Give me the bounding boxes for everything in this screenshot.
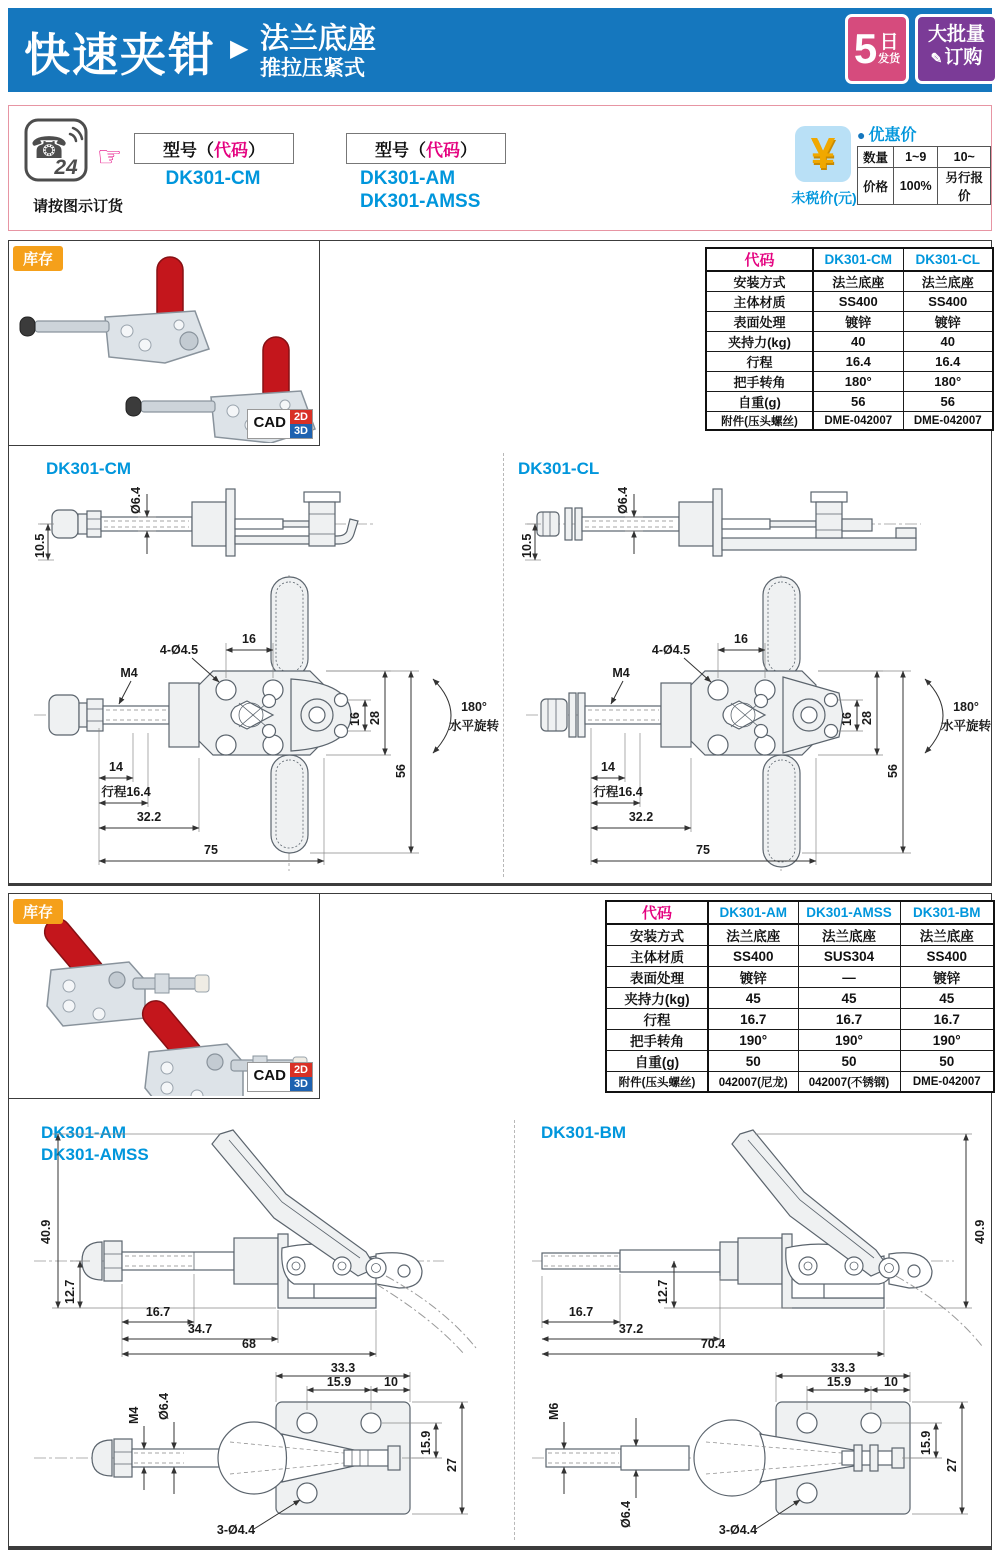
dim-label: 75 (204, 843, 218, 857)
dim-label: 12.7 (656, 1279, 670, 1304)
price-cell: 另行报价 (938, 168, 991, 205)
yen-price-icon (795, 126, 851, 182)
spec-cell: 行程 (606, 1009, 708, 1030)
cad-badge (247, 409, 313, 439)
spec-cell: 把手转角 (706, 372, 813, 392)
spec-cell: 50 (900, 1051, 994, 1072)
spec-cell: 042007(不锈钢) (798, 1072, 900, 1093)
spec-cell: 16.4 (813, 352, 903, 372)
pointing-hand-icon: ☞ (97, 141, 123, 172)
dim-label: M6 (547, 1402, 561, 1420)
spec-cell: 镀锌 (903, 312, 993, 332)
shipping-unit: 日 (879, 32, 899, 54)
price-cell: 100% (893, 168, 938, 205)
dim-label: 14 (109, 760, 123, 774)
drawing-label-cm: DK301-CM (46, 459, 132, 478)
spec-cell: 16.7 (708, 1009, 798, 1030)
spec-cell: 自重(g) (706, 392, 813, 412)
dim-label: 16 (840, 712, 854, 726)
spec-cell: — (798, 967, 900, 988)
bulk-order-badge (915, 14, 998, 84)
dim-label: 4-Ø4.5 (159, 643, 199, 657)
table-row (606, 946, 994, 967)
model-list-1 (134, 167, 292, 190)
model-label-code: 代码 (426, 141, 460, 160)
product-photo-box-2 (8, 893, 320, 1099)
table-row (606, 901, 994, 924)
dim-label: 34.7 (187, 1322, 213, 1336)
dim-label: 10 (884, 1375, 898, 1389)
cad-label: CAD (253, 1067, 286, 1084)
spec-cell: 16.7 (900, 1009, 994, 1030)
spec-cell: 法兰底座 (903, 271, 993, 292)
spec-cell: 56 (813, 392, 903, 412)
model-label: ） (248, 141, 265, 160)
dim-label: 40.9 (973, 1219, 987, 1244)
spec-cell: 把手转角 (606, 1030, 708, 1051)
table-row (606, 988, 994, 1009)
model-code: DK301-AM (360, 168, 456, 189)
spec-cell: 夹持力(kg) (706, 332, 813, 352)
spec-cell: 镀锌 (708, 967, 798, 988)
drawing-label-bm: DK301-BM (541, 1123, 627, 1142)
dim-label: 16.7 (568, 1305, 594, 1319)
spec-cell: 190° (798, 1030, 900, 1051)
spec-cell: 行程 (706, 352, 813, 372)
phone-receiver-icon: ☎ (30, 132, 68, 165)
dim-label: 28 (368, 711, 382, 725)
model-label: 型号（ (163, 141, 214, 160)
spec-cell: 180° (903, 372, 993, 392)
dim-label: 15.9 (326, 1375, 352, 1389)
spec-cell: 56 (903, 392, 993, 412)
bulk-badge-line1: 大批量 (927, 24, 985, 45)
dim-label: 行程16.4 (101, 785, 151, 799)
model-label-code: 代码 (214, 141, 248, 160)
drawing-label-cl: DK301-CL (518, 459, 600, 478)
dim-label: 32.2 (628, 810, 654, 824)
category-title: 法兰底座 (260, 23, 377, 55)
spec-cell: 自重(g) (606, 1051, 708, 1072)
stock-badge: 库存 (13, 899, 63, 924)
table-row (706, 392, 993, 412)
table-row (858, 147, 991, 168)
spec-cell: 190° (708, 1030, 798, 1051)
spec-cell: 安装方式 (706, 271, 813, 292)
subcategory-title: 推拉压紧式 (260, 57, 365, 80)
spec-table-am-amss-bm (605, 900, 995, 1093)
dim-label: 32.2 (136, 810, 162, 824)
model-code: DK301-CM (165, 168, 261, 189)
stock-badge: 库存 (13, 246, 63, 271)
table-row (706, 271, 993, 292)
spec-cell: SS400 (708, 946, 798, 967)
dim-label: 水平旋转 (940, 719, 992, 733)
drawing-dk301-bm-side (524, 1126, 994, 1358)
spec-cell: 45 (798, 988, 900, 1009)
dim-label: 3-Ø4.4 (216, 1523, 256, 1537)
cad-badge (247, 1062, 313, 1092)
dim-label: 16 (734, 632, 748, 646)
spec-cell: DME-042007 (903, 412, 993, 431)
discount-price-label (857, 122, 916, 145)
dim-label: M4 (612, 666, 630, 680)
spec-cell: 附件(压头螺丝) (606, 1072, 708, 1093)
spec-header-model: DK301-BM (900, 901, 994, 924)
spec-cell: 180° (813, 372, 903, 392)
dim-label: 水平旋转 (448, 719, 500, 733)
spec-cell: 042007(尼龙) (708, 1072, 798, 1093)
bulk-badge-line2: 订购 (944, 46, 983, 68)
table-row (706, 332, 993, 352)
yen-symbol: ¥ (810, 129, 836, 178)
price-cell: 10~ (938, 147, 991, 168)
model-code: DK301-AMSS (41, 1145, 149, 1164)
shipping-days: 5 (853, 25, 878, 72)
phone-24h-icon (24, 118, 92, 186)
dim-label: 16 (242, 632, 256, 646)
table-row (606, 1030, 994, 1051)
model-label: ） (460, 141, 477, 160)
order-note: 请按图示订货 (32, 198, 123, 215)
drawing-dk301-am-side (24, 1126, 494, 1358)
price-cell: 1~9 (893, 147, 938, 168)
table-row (606, 1051, 994, 1072)
spec-table-cm-cl (705, 247, 994, 431)
dim-label: 56 (886, 764, 900, 778)
spec-cell: 40 (903, 332, 993, 352)
spec-cell: 50 (798, 1051, 900, 1072)
spec-cell: 法兰底座 (798, 924, 900, 946)
dim-label: 4-Ø4.5 (651, 643, 691, 657)
table-row (706, 292, 993, 312)
spec-cell: 法兰底座 (708, 924, 798, 946)
price-cell: 价格 (858, 168, 894, 205)
spec-cell: DME-042007 (813, 412, 903, 431)
cad-3d-label: 3D (290, 1077, 312, 1091)
page-header (8, 8, 992, 92)
spec-cell: 法兰底座 (813, 271, 903, 292)
table-row (706, 248, 993, 271)
cad-3d-label: 3D (290, 424, 312, 438)
table-row (606, 1072, 994, 1093)
spec-cell: 16.4 (903, 352, 993, 372)
dim-label: 180° (953, 700, 979, 714)
spec-cell: 40 (813, 332, 903, 352)
tax-note: 未税价(元) (791, 190, 857, 206)
cad-2d-label: 2D (290, 1063, 312, 1077)
drawing-divider (514, 1120, 515, 1540)
dim-label: 10.5 (520, 533, 534, 558)
dim-label: 37.2 (618, 1322, 644, 1336)
table-row (606, 967, 994, 988)
dim-label: 70.4 (700, 1337, 726, 1351)
dim-label: Ø6.4 (157, 1392, 171, 1420)
dim-label: M4 (127, 1406, 141, 1424)
table-row (706, 312, 993, 332)
dim-label: 3-Ø4.4 (718, 1523, 758, 1537)
spec-cell: SS400 (900, 946, 994, 967)
dim-label: 27 (445, 1458, 459, 1472)
drawing-dk301-cl-front (521, 573, 1000, 873)
dim-label: 28 (860, 711, 874, 725)
shipping-badge (845, 14, 909, 84)
product-photo-box-1 (8, 240, 320, 446)
spec-cell: 主体材质 (606, 946, 708, 967)
dim-label: 15.9 (419, 1430, 433, 1455)
dim-label: 16.7 (145, 1305, 171, 1319)
price-cell: 数量 (858, 147, 894, 168)
dim-label: 10 (384, 1375, 398, 1389)
spec-cell: DME-042007 (900, 1072, 994, 1093)
dim-label: 10.5 (33, 533, 47, 558)
phone-24-label: 24 (54, 156, 78, 179)
dim-label: Ø6.4 (616, 486, 630, 514)
pencil-icon: ✎ (930, 49, 943, 66)
spec-header-model: DK301-CL (903, 248, 993, 271)
page-title: 快速夹钳 (24, 29, 216, 81)
drawing-dk301-am-bottom (24, 1360, 494, 1542)
drawing-dk301-cm-side (34, 474, 484, 576)
price-table (857, 146, 991, 205)
drawing-dk301-cl-side (521, 474, 971, 576)
section-dk301-am-bm (8, 893, 992, 1550)
table-row (706, 352, 993, 372)
discount-label-text: 优惠价 (868, 127, 917, 144)
spec-cell: 190° (900, 1030, 994, 1051)
spec-cell: SS400 (903, 292, 993, 312)
spec-cell: SS400 (813, 292, 903, 312)
dim-label: 33.3 (330, 1361, 356, 1375)
spec-header-model: DK301-CM (813, 248, 903, 271)
dim-label: 75 (696, 843, 710, 857)
spec-header-code: 代码 (706, 248, 813, 271)
spec-cell: 16.7 (798, 1009, 900, 1030)
dim-label: Ø6.4 (619, 1500, 633, 1528)
model-code-box-1 (134, 133, 294, 164)
spec-cell: 45 (900, 988, 994, 1009)
cad-2d-label: 2D (290, 410, 312, 424)
model-code: DK301-AM (41, 1123, 127, 1142)
spec-cell: 镀锌 (813, 312, 903, 332)
spec-cell: 附件(压头螺丝) (706, 412, 813, 431)
drawing-dk301-bm-bottom (524, 1360, 994, 1542)
cad-label: CAD (253, 414, 286, 431)
dim-label: 56 (394, 764, 408, 778)
model-list-2 (346, 167, 504, 213)
section-dk301-cm-cl (8, 240, 992, 886)
dim-label: 40.9 (39, 1219, 53, 1244)
spec-cell: SUS304 (798, 946, 900, 967)
spec-cell: 表面处理 (606, 967, 708, 988)
spec-header-model: DK301-AMSS (798, 901, 900, 924)
spec-cell: 安装方式 (606, 924, 708, 946)
spec-cell: 法兰底座 (900, 924, 994, 946)
spec-cell: 夹持力(kg) (606, 988, 708, 1009)
dim-label: 行程16.4 (593, 785, 643, 799)
table-row (706, 372, 993, 392)
model-code-box-2 (346, 133, 506, 164)
table-row (606, 1009, 994, 1030)
spec-header-model: DK301-AM (708, 901, 798, 924)
spec-cell: 主体材质 (706, 292, 813, 312)
spec-cell: 50 (708, 1051, 798, 1072)
model-label: 型号（ (375, 141, 426, 160)
dim-label: M4 (120, 666, 138, 680)
dim-label: 12.7 (63, 1279, 77, 1304)
dim-label: 15.9 (919, 1430, 933, 1455)
dim-label: 16 (348, 712, 362, 726)
dim-label: 68 (242, 1337, 256, 1351)
dim-label: 14 (601, 760, 615, 774)
table-row (606, 924, 994, 946)
shipping-text: 发货 (878, 52, 901, 65)
spec-cell: 表面处理 (706, 312, 813, 332)
spec-header-code: 代码 (606, 901, 708, 924)
arrow-right-icon: ▶ (230, 35, 249, 62)
table-row (706, 412, 993, 431)
table-row (858, 168, 991, 205)
dim-label: 27 (945, 1458, 959, 1472)
spec-cell: 镀锌 (900, 967, 994, 988)
dim-label: 15.9 (826, 1375, 852, 1389)
model-code: DK301-AMSS (360, 191, 481, 212)
order-info-box (8, 105, 992, 231)
bullet-icon: ● (857, 127, 866, 143)
dim-label: 180° (461, 700, 487, 714)
dim-label: 33.3 (830, 1361, 856, 1375)
dim-label: Ø6.4 (129, 486, 143, 514)
drawing-dk301-cm-front (29, 573, 509, 873)
spec-cell: 45 (708, 988, 798, 1009)
